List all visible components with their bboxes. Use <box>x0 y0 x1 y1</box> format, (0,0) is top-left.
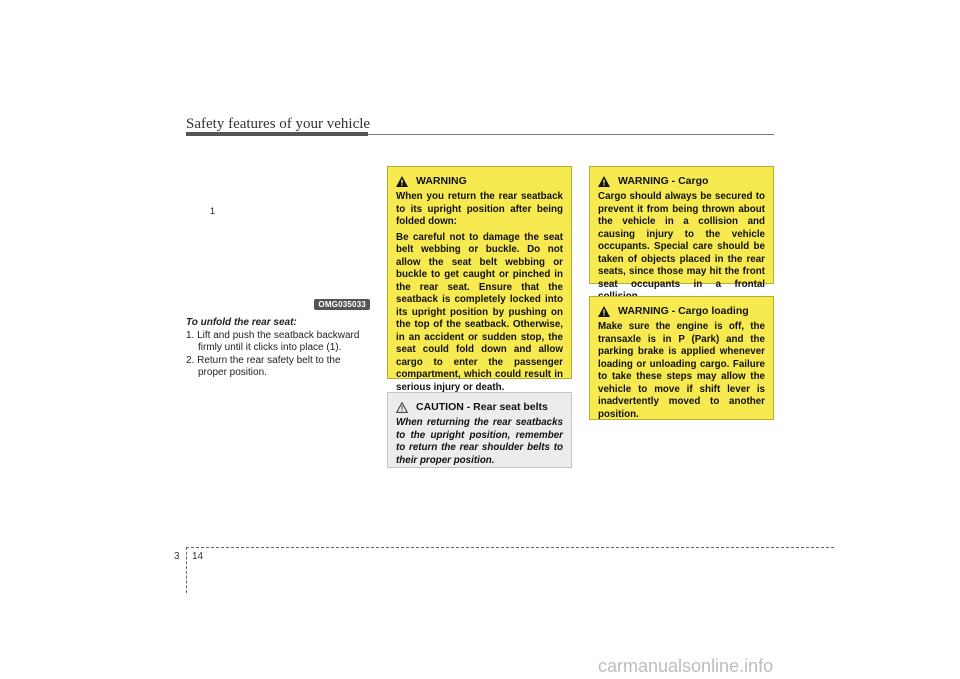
section-title: Safety features of your vehicle <box>186 116 371 132</box>
page-number: 14 <box>192 551 204 562</box>
caution-body: When returning the rear seatbacks to the upright position, remember to return the rear shoulder belts to their proper position. <box>396 417 563 466</box>
warning-title: WARNING <box>618 305 669 317</box>
warning-subtitle: - Cargo <box>671 175 709 187</box>
instructions-heading: To unfold the rear seat: <box>186 317 297 328</box>
warning-title: WARNING <box>618 175 669 187</box>
warning-header <box>598 305 765 317</box>
warning-paragraph: When you return the rear seatback to its upright position after being folded down: <box>396 191 563 227</box>
warning-triangle-icon <box>598 306 610 317</box>
instruction-step: 2. Return the rear safety belt to the proper position. <box>186 354 341 378</box>
figure-code: OMG035033 <box>314 299 370 310</box>
warning-body: Make sure the engine is off, the transaxle is in P (Park) and the parking brake is applied whenever loading or unloading cargo. Failure to take these steps may allow the vehicle to move if shift lever is inadvertently moved to another position. <box>598 321 765 420</box>
instructions-list <box>186 330 372 380</box>
warning-body <box>396 191 563 394</box>
warning-triangle-icon <box>396 176 408 187</box>
warning-box-cargo-loading <box>589 296 774 420</box>
footer-rule <box>186 547 834 548</box>
warning-header <box>396 175 563 187</box>
header-rule-thin <box>368 134 774 135</box>
figure-area <box>186 170 372 312</box>
caution-subtitle: - Rear seat belts <box>466 401 548 413</box>
warning-title: WARNING <box>416 175 467 187</box>
caution-header <box>396 401 563 413</box>
warning-box-seatback <box>387 166 572 393</box>
warning-triangle-icon <box>598 176 610 187</box>
caution-triangle-icon <box>396 402 408 413</box>
warning-subtitle: - Cargo loading <box>671 305 749 317</box>
instructions <box>186 317 372 380</box>
instruction-step: 1. Lift and push the seatback backward firmly until it clicks into place (1). <box>186 329 360 353</box>
caution-title: CAUTION <box>416 401 464 413</box>
header-rule-thick <box>186 132 368 136</box>
warning-header <box>598 175 765 187</box>
warning-paragraph: Be careful not to damage the seat belt webbing or buckle. Do not allow the seat belt webbing or buckle to get caught or pinched in the rear seat. Ensure that the seatback is completely locked into its upright position by pushing on the top of the seatback. Otherwise, in an accident or sudden stop, the seat could fold down and allow cargo to enter the passenger compartment, which could result in serious injury or death. <box>396 231 563 393</box>
watermark: carmanualsonline.info <box>598 656 774 676</box>
chapter-number: 3 <box>174 551 180 562</box>
figure-callout: 1 <box>210 206 216 216</box>
warning-body: Cargo should always be secured to prevent it from being thrown about the vehicle in a collision and causing injury to the vehicle occupants. Special care should be taken of objects placed in the rear seats, since those may hit the front seat occupants in a frontal <box>598 191 765 290</box>
footer-vertical-rule <box>186 547 187 593</box>
caution-box-rear-belts <box>387 392 572 468</box>
warning-box-cargo <box>589 166 774 290</box>
